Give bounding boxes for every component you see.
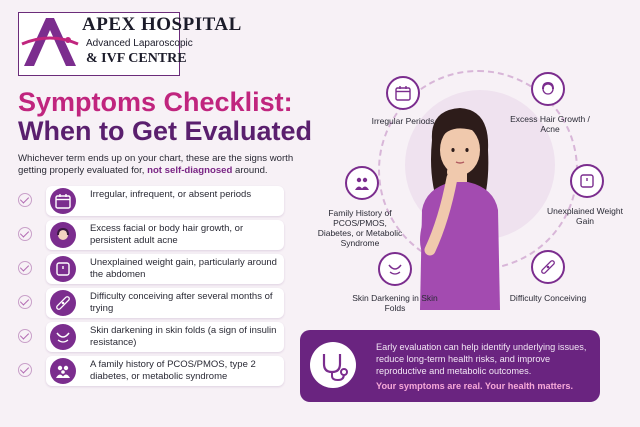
checklist-text: A family history of PCOS/PMOS, type 2 diabetes, or metabolic syndrome (90, 359, 256, 382)
check-icon (18, 295, 32, 309)
checklist-card (46, 186, 284, 216)
face-hair-icon (531, 72, 565, 106)
checklist-item (16, 186, 286, 216)
scale-icon (50, 256, 76, 282)
stethoscope-icon (310, 342, 356, 388)
check-icon (18, 363, 32, 377)
face-hair-icon (50, 222, 76, 248)
logo-centre: & IVF CENTRE (86, 51, 187, 66)
label-weight-gain: Unexplained Weight Gain (547, 206, 623, 226)
checklist-item (16, 220, 286, 250)
banner-text: Early evaluation can help identify underlying issues, reduce long-term health risks, and improve reproductive and metabolic outcomes. (376, 342, 587, 376)
intro-text (18, 153, 318, 177)
label-hair-acne: Excess Hair Growth / Acne (510, 114, 590, 134)
intro-main: Whichever term ends up on your chart, these are the signs worth getting properly evaluated for, (18, 153, 294, 176)
title-line-1: Symptoms Checklist: (18, 87, 293, 117)
intro-emphasis: not self-diagnosed (147, 165, 233, 176)
checklist-text: Unexplained weight gain, particularly around the abdomen (90, 257, 277, 280)
logo-name: APEX HOSPITAL (82, 14, 242, 35)
title-line-2: When to Get Evaluated (18, 116, 313, 146)
checklist-card (46, 288, 284, 318)
logo-mark-icon (20, 14, 80, 70)
scale-icon (570, 164, 604, 198)
logo-subtitle: Advanced Laparoscopic (86, 38, 193, 49)
checklist-item (16, 254, 286, 284)
check-icon (18, 261, 32, 275)
checklist-item (16, 322, 286, 352)
check-icon (18, 227, 32, 241)
family-icon (345, 166, 379, 200)
checklist-item (16, 356, 286, 386)
skin-fold-icon (50, 324, 76, 350)
pregnancy-test-icon (50, 290, 76, 316)
calendar-icon (386, 76, 420, 110)
pregnancy-test-icon (531, 250, 565, 284)
label-skin-darkening: Skin Darkening in Skin Folds (352, 293, 438, 313)
checklist-item (16, 288, 286, 318)
checklist-text: Irregular, infrequent, or absent periods (90, 189, 252, 200)
checklist-card (46, 220, 284, 250)
family-icon (50, 358, 76, 384)
label-conceiving: Difficulty Conceiving (509, 293, 587, 303)
checklist-card (46, 254, 284, 284)
checklist-text: Difficulty conceiving after several months of trying (90, 291, 273, 314)
checklist-text: Excess facial or body hair growth, or persistent adult acne (90, 223, 244, 246)
banner-tagline: Your symptoms are real. Your health matters. (376, 381, 574, 391)
check-icon (18, 329, 32, 343)
woman-illustration (400, 100, 520, 320)
skin-fold-icon (378, 252, 412, 286)
label-family-history: Family History of PCOS/PMOS, Diabetes, or Metabolic Syndrome (317, 208, 403, 248)
label-irregular-periods: Irregular Periods (371, 116, 435, 126)
check-icon (18, 193, 32, 207)
intro-tail: around. (235, 165, 268, 176)
checklist-card (46, 322, 284, 352)
checklist-text: Skin darkening in skin folds (a sign of insulin resistance) (90, 325, 277, 348)
calendar-icon (50, 188, 76, 214)
page-title (18, 88, 312, 146)
checklist-card (46, 356, 284, 386)
